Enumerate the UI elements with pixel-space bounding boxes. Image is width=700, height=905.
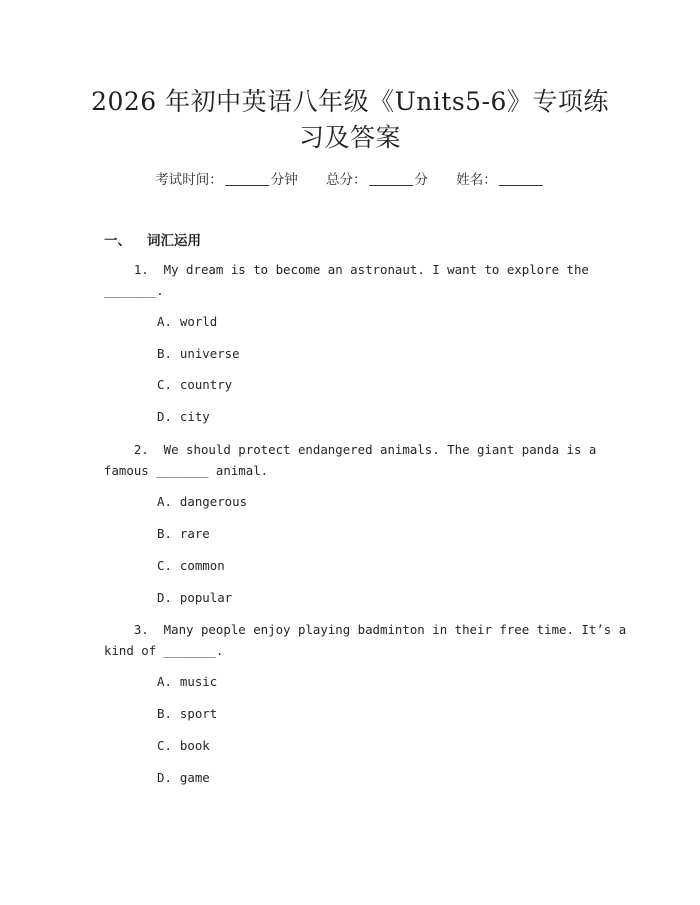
option-text: universe	[179, 346, 240, 361]
question-3-option-b[interactable]	[157, 706, 217, 722]
option-letter: C.	[157, 377, 172, 392]
option-letter: C.	[157, 738, 172, 753]
option-text: dangerous	[179, 494, 248, 509]
option-letter: B.	[157, 526, 172, 541]
question-1-option-b[interactable]	[157, 346, 240, 362]
option-letter: A.	[157, 674, 172, 689]
question-2-option-a[interactable]	[157, 494, 247, 510]
question-2-option-c[interactable]	[157, 558, 225, 574]
option-letter: D.	[157, 409, 172, 424]
question-1-option-d[interactable]	[157, 409, 210, 425]
option-text: game	[179, 770, 210, 785]
section-title: 词汇运用	[147, 233, 201, 249]
exam-info-bar	[0, 168, 700, 188]
option-letter: B.	[157, 346, 172, 361]
question-3-option-c[interactable]	[157, 738, 210, 754]
question-2-line2: famous _______ animal.	[104, 463, 269, 478]
question-2-option-d[interactable]	[157, 590, 232, 606]
page-title-line2: 习及答案	[298, 123, 401, 152]
option-text: world	[179, 314, 218, 329]
exam-time-unit: 分钟	[270, 172, 298, 188]
option-text: popular	[179, 590, 233, 605]
page-title-line1: 2026 年初中英语八年级《Units5-6》专项练	[91, 87, 609, 116]
question-3-line1: 3. Many people enjoy playing badminton in their free time. It’s a	[104, 622, 627, 637]
total-score-blank	[369, 172, 413, 186]
option-letter: D.	[157, 770, 172, 785]
option-text: rare	[179, 526, 210, 541]
option-text: music	[179, 674, 218, 689]
student-name-blank	[499, 172, 543, 186]
question-3-option-d[interactable]	[157, 770, 210, 786]
option-letter: B.	[157, 706, 172, 721]
option-text: country	[179, 377, 233, 392]
question-2-line1: 2. We should protect endangered animals. The giant panda is a	[104, 442, 597, 457]
option-letter: A.	[157, 494, 172, 509]
option-text: book	[179, 738, 210, 753]
student-name-label: 姓名：	[456, 172, 497, 188]
question-1-line1: 1. My dream is to become an astronaut. I want to explore the	[104, 262, 589, 277]
question-3-option-a[interactable]	[157, 674, 217, 690]
option-text: city	[179, 409, 210, 424]
question-1-line2: _______.	[104, 283, 164, 298]
total-score-field	[326, 168, 428, 188]
question-1-option-c[interactable]	[157, 377, 232, 393]
total-score-unit: 分	[414, 172, 428, 188]
student-name-field	[456, 168, 545, 188]
question-1-option-a[interactable]	[157, 314, 217, 330]
section-heading	[104, 229, 201, 249]
option-letter: D.	[157, 590, 172, 605]
section-number: 一、	[104, 233, 131, 249]
exam-time-label: 考试时间：	[155, 172, 223, 188]
exam-time-blank	[225, 172, 269, 186]
option-letter: C.	[157, 558, 172, 573]
total-score-label: 总分：	[326, 172, 367, 188]
exam-time-field	[155, 168, 298, 188]
option-letter: A.	[157, 314, 172, 329]
question-2-option-b[interactable]	[157, 526, 210, 542]
question-3-line2: kind of _______.	[104, 643, 224, 658]
option-text: common	[179, 558, 225, 573]
option-text: sport	[179, 706, 218, 721]
